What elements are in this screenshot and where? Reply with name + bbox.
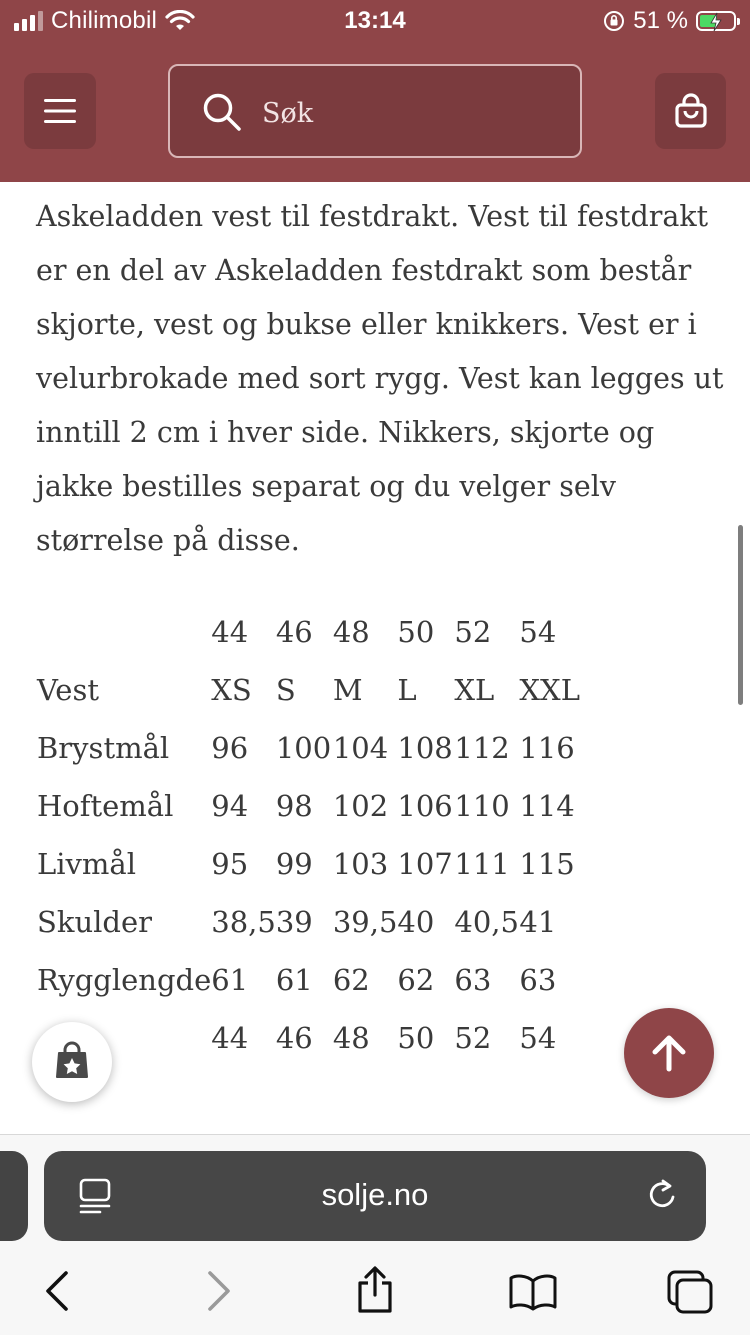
size-table-cell: 54 bbox=[519, 1021, 557, 1055]
size-table-row bbox=[37, 1009, 580, 1067]
size-table-cell: 112 bbox=[454, 731, 510, 765]
size-table-cell: 116 bbox=[519, 731, 575, 765]
size-table-cell: XL bbox=[454, 673, 495, 707]
search-input[interactable] bbox=[260, 88, 564, 138]
orientation-lock-icon bbox=[603, 10, 625, 32]
size-table-row-label: Skulder bbox=[37, 905, 152, 939]
size-table-cell: 104 bbox=[332, 731, 389, 765]
previous-tab-preview[interactable] bbox=[0, 1151, 28, 1241]
share-icon[interactable] bbox=[354, 1265, 396, 1315]
battery-icon bbox=[696, 11, 736, 31]
size-table-row-label: Rygglengde bbox=[37, 963, 212, 997]
size-table-cell: 41 bbox=[519, 905, 557, 939]
size-table-row-label: Livmål bbox=[37, 847, 136, 881]
size-table-cell: 111 bbox=[454, 847, 510, 881]
size-table-row-label: Hoftemål bbox=[37, 789, 174, 823]
battery-percentage: 51 % bbox=[633, 7, 688, 34]
size-table-cell: 39 bbox=[275, 905, 313, 939]
size-table-cell: 102 bbox=[332, 789, 389, 823]
size-table-cell: 40,5 bbox=[454, 905, 519, 939]
size-table-cell: L bbox=[397, 673, 417, 707]
size-table-cell: 40 bbox=[397, 905, 435, 939]
clock: 13:14 bbox=[344, 7, 406, 34]
size-table-cell: 62 bbox=[332, 963, 370, 997]
status-bar bbox=[0, 0, 750, 44]
search-box[interactable] bbox=[168, 64, 582, 158]
charging-bolt-icon bbox=[709, 12, 723, 32]
size-table-row bbox=[37, 777, 580, 835]
size-table-cell: 54 bbox=[519, 615, 557, 649]
size-table-cell: 50 bbox=[397, 1021, 435, 1055]
size-table-cell: 61 bbox=[275, 963, 313, 997]
size-table-row-label: Brystmål bbox=[37, 731, 170, 765]
size-table-cell: 46 bbox=[275, 615, 313, 649]
tabs-icon[interactable] bbox=[666, 1269, 714, 1315]
size-table-cell: 44 bbox=[211, 615, 249, 649]
forward-icon[interactable] bbox=[204, 1271, 234, 1311]
size-table-cell: 106 bbox=[397, 789, 453, 823]
size-table-cell: 52 bbox=[454, 1021, 492, 1055]
size-table-row bbox=[37, 951, 580, 1009]
scroll-to-top-button[interactable] bbox=[624, 1008, 714, 1098]
size-table-row bbox=[37, 661, 580, 719]
status-right bbox=[603, 7, 736, 35]
size-table-cell: S bbox=[275, 673, 296, 707]
scrollbar[interactable] bbox=[738, 525, 743, 705]
size-table-cell: 63 bbox=[519, 963, 557, 997]
size-table-cell: 99 bbox=[275, 847, 313, 881]
size-table-row bbox=[37, 835, 580, 893]
size-table-cell: 50 bbox=[397, 615, 435, 649]
browser-bar bbox=[0, 1134, 750, 1335]
size-table-cell: 38,5 bbox=[211, 905, 276, 939]
size-table-cell: 63 bbox=[454, 963, 492, 997]
wishlist-button[interactable] bbox=[32, 1022, 112, 1102]
bookmarks-icon[interactable] bbox=[508, 1273, 558, 1311]
size-table-cell: 39,5 bbox=[332, 905, 398, 939]
size-table-cell: 115 bbox=[519, 847, 575, 881]
arrow-up-icon bbox=[649, 1033, 689, 1073]
size-table-cell: 46 bbox=[275, 1021, 313, 1055]
product-description: Askeladden vest til festdrakt. Vest til festdrakt er en del av Askeladden festdrakt som består skjorte, vest og bukse eller knikkers. Vest er i velurbrokade med sort rygg. Vest kan legges ut inntill 2 cm i hver side. Nikkers, skjorte og jakke bestilles separat og du velger selv størrelse på disse. bbox=[36, 200, 724, 557]
size-table-cell: M bbox=[332, 673, 363, 707]
size-table-cell: 98 bbox=[275, 789, 313, 823]
size-table-cell: 108 bbox=[397, 731, 453, 765]
size-table-cell: 48 bbox=[332, 1021, 370, 1055]
size-table-cell: 103 bbox=[332, 847, 389, 881]
search-icon bbox=[202, 92, 242, 132]
size-table-cell: 61 bbox=[211, 963, 249, 997]
size-table-cell: 62 bbox=[397, 963, 435, 997]
size-table-cell: 114 bbox=[519, 789, 575, 823]
size-table-row bbox=[37, 893, 580, 951]
size-table-row-label: Vest bbox=[37, 673, 99, 707]
size-table bbox=[37, 603, 580, 1067]
carrier-name: Chilimobil bbox=[51, 7, 158, 34]
hamburger-menu-icon bbox=[43, 97, 77, 125]
size-table-cell: 44 bbox=[211, 1021, 249, 1055]
shopping-bag-star-icon bbox=[51, 1041, 93, 1083]
size-table-cell: 107 bbox=[397, 847, 453, 881]
size-table-cell: 96 bbox=[211, 731, 249, 765]
size-table-cell: XS bbox=[211, 673, 252, 707]
cart-button[interactable] bbox=[655, 73, 726, 149]
shopping-bag-icon bbox=[674, 93, 708, 129]
size-table-cell: 100 bbox=[275, 731, 332, 765]
address-domain: solje.no bbox=[321, 1177, 429, 1212]
size-table-row bbox=[37, 603, 580, 661]
site-header bbox=[0, 44, 750, 182]
reload-icon[interactable] bbox=[646, 1177, 680, 1213]
size-table-cell: 52 bbox=[454, 615, 492, 649]
size-table-cell: XXL bbox=[519, 673, 580, 707]
size-table-cell: 94 bbox=[211, 789, 249, 823]
size-table-row bbox=[37, 719, 580, 777]
size-table-cell: 48 bbox=[332, 615, 370, 649]
size-table-cell: 110 bbox=[454, 789, 510, 823]
menu-button[interactable] bbox=[24, 73, 96, 149]
size-table-cell: 95 bbox=[211, 847, 249, 881]
size-table-row-label bbox=[37, 603, 211, 661]
back-icon[interactable] bbox=[42, 1271, 72, 1311]
address-bar[interactable] bbox=[44, 1151, 706, 1241]
